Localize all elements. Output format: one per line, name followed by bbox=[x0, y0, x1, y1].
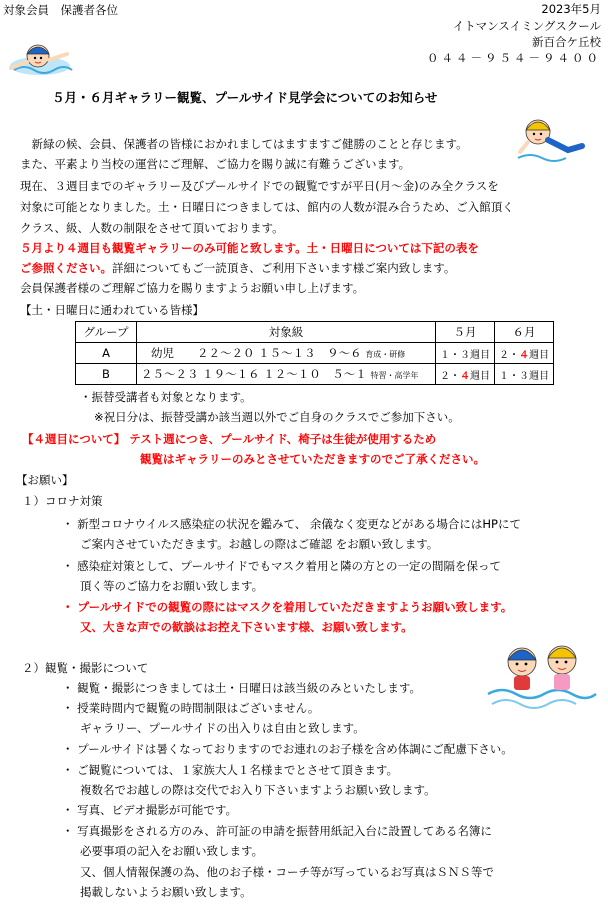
table-header-june: ６月 bbox=[495, 322, 554, 343]
week4-notice-line-2: 観覧はギャラリーのみとさせていただきますのでご了承ください。 bbox=[140, 452, 485, 466]
table-header-row bbox=[76, 322, 554, 343]
table-row bbox=[76, 364, 554, 385]
list-item: ギャラリー、プールサイドの出入りは自由と致します。 bbox=[80, 721, 365, 735]
body-line-7-emphasis: ご参照ください。 bbox=[20, 261, 112, 275]
note-transfer: ・振替受講者も対象となります。 bbox=[80, 390, 252, 404]
conversation-request: 又、大きな声での歓談はお控え下さいます様、お願い致します。 bbox=[80, 620, 413, 634]
school-name: イトマンスイミングスクール bbox=[452, 19, 601, 33]
list-item: ご案内させていただきます。お越しの際はご確認 をお願い致します。 bbox=[80, 537, 439, 551]
list-item: ・ 写真撮影をされる方のみ、許可証の申請を振替用紙記入台に設置してある名簿に bbox=[62, 824, 492, 838]
list-item: ・ 授業時間内で観覧の時間制限はございません。 bbox=[62, 701, 320, 715]
group-cell: A bbox=[76, 343, 137, 364]
june-weeks-cell: ２・４週目 bbox=[495, 343, 554, 364]
body-line-8: 会員保護者様のご理解ご協力を賜りますようお願い申し上げます。 bbox=[20, 281, 365, 295]
list-item: ・ ご観覧については、１家族大人１名様までとさせて頂きます。 bbox=[62, 763, 399, 777]
may-weeks-cell: １・３週目 bbox=[436, 343, 495, 364]
grades-cell: ２５～２３ １９～１６ １２～１０ ５～１ 特習・高学年 bbox=[137, 364, 436, 385]
note-holiday: ※祝日分は、振替受講か該当週以外でご自身のクラスでご参加下さい。 bbox=[94, 410, 460, 424]
weekend-section-label: 【土・日曜日に通われている皆様】 bbox=[20, 303, 204, 317]
grades-cell: 幼児 ２２～２０ １５～１３ ９～６ 育成・研修 bbox=[137, 343, 436, 364]
phone-number: ０４４－９５４－９４００ bbox=[427, 51, 601, 65]
notice-title: ５月・６月ギャラリー観覧、プールサイド見学会についてのお知らせ bbox=[52, 90, 438, 105]
list-item: ・ 新型コロナウイルス感染症の状況を鑑みて、 余儀なく変更などがある場合にはHPにて bbox=[62, 517, 521, 531]
list-item: 複数名でお越しの際は交代でお入り下さいますようお願い致します。 bbox=[80, 783, 436, 797]
table-header-group: グループ bbox=[76, 322, 137, 343]
list-item: ・ 観覧・撮影につきましては土・日曜日は該当級のみといたします。 bbox=[62, 681, 422, 695]
list-item: 掲載しないようお願い致します。 bbox=[80, 885, 252, 899]
list-item: ・ プールサイドは暑くなっておりますのでお連れのお子様を含め体調にご配慮下さい。 bbox=[62, 742, 513, 756]
table-row bbox=[76, 343, 554, 364]
may-weeks-cell: ２・４週目 bbox=[436, 364, 495, 385]
body-line-7 bbox=[20, 260, 455, 276]
table-header-may: ５月 bbox=[436, 322, 495, 343]
section-2-heading: ２）観覧・撮影について bbox=[22, 661, 149, 675]
branch-name: 新百合ケ丘校 bbox=[532, 35, 601, 49]
week4-notice-line-1: 【４週目について】 テスト週につき、プールサイド、椅子は生徒が使用するため bbox=[22, 432, 437, 446]
table-header-grades: 対象級 bbox=[137, 322, 436, 343]
body-line-3: 現在、３週目までのギャラリー及びプールサイドでの観覧ですが平日(月～金)のみ全クラスを bbox=[20, 179, 499, 193]
body-line-5: クラス、級、人数の制限をさせて頂いております。 bbox=[20, 221, 284, 235]
diver-illustration bbox=[514, 112, 590, 168]
schedule-table bbox=[75, 321, 554, 385]
section-1-heading: １）コロナ対策 bbox=[22, 494, 103, 508]
recipients: 対象会員 保護者各位 bbox=[3, 3, 118, 17]
list-item: 頂く等のご協力をお願い致します。 bbox=[80, 579, 264, 593]
body-line-4: 対象に可能となりました。土・日曜日につきましては、館内の人数が混み合うため、ご入館頂く bbox=[20, 200, 514, 214]
body-line-2: また、平素より当校の運営にご理解、ご協力を賜り誠に有難うございます。 bbox=[20, 157, 411, 171]
body-line-7-rest: 詳細についてもご一読頂き、ご利用下さいます様ご案内致します。 bbox=[112, 261, 456, 275]
date: 2023年5月 bbox=[541, 2, 601, 16]
list-item: ・ 感染症対策として、プールサイドでもマスク着用と隣の方との一定の間隔を保って bbox=[62, 559, 502, 573]
swimmer-illustration bbox=[4, 38, 74, 86]
list-item: 必要事項の記入をお願い致します。 bbox=[80, 844, 264, 858]
body-line-1: 新緑の候、会員、保護者の皆様におかれましてはますますご健勝のことと存じます。 bbox=[20, 137, 468, 151]
mask-request: ・ プールサイドでの観覧の際にはマスクを着用していただきますようお願い致します。 bbox=[62, 600, 513, 614]
group-cell: B bbox=[76, 364, 137, 385]
body-line-6-emphasis: ５月より４週目も観覧ギャラリーのみ可能と致します。土・日曜日については下記の表を bbox=[20, 241, 479, 255]
list-item: 又、個人情報保護の為、他のお子様・コーチ等が写っているお写真はＳＮＳ等で bbox=[80, 865, 494, 879]
list-item: ・ 写真、ビデオ撮影が可能です。 bbox=[62, 803, 238, 817]
requests-label: 【お願い】 bbox=[16, 473, 74, 487]
june-weeks-cell: １・３週目 bbox=[495, 364, 554, 385]
